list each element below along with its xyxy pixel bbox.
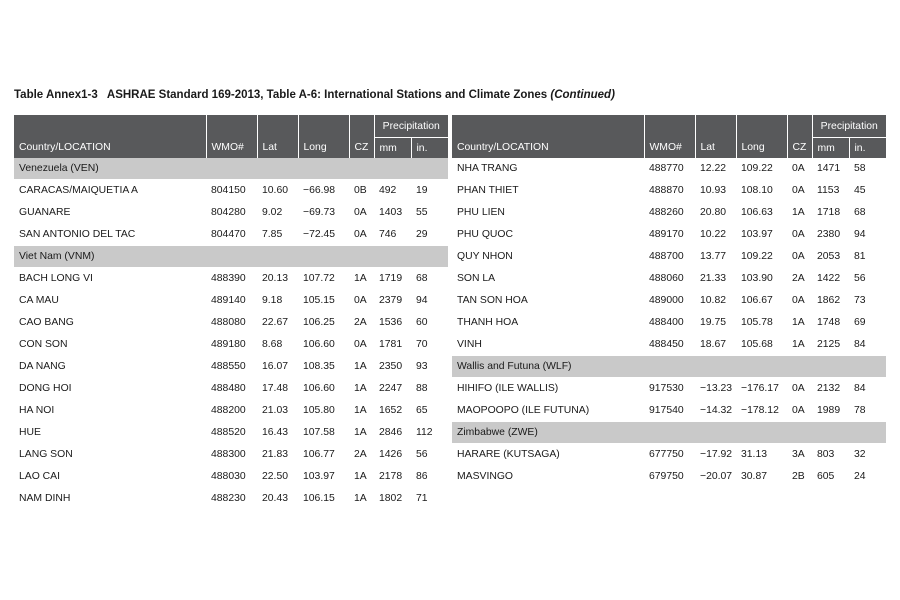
table-row (452, 246, 886, 268)
precip-mm: 1718 (812, 202, 849, 224)
wmo-number: 488230 (206, 488, 257, 510)
wmo-number: 917540 (644, 400, 695, 422)
precip-mm: 2380 (812, 224, 849, 246)
table-row (452, 378, 886, 400)
longitude: −72.45 (298, 224, 349, 246)
latitude: 9.18 (257, 290, 298, 312)
longitude: 109.22 (736, 158, 787, 180)
wmo-number: 488700 (644, 246, 695, 268)
wmo-number: 677750 (644, 444, 695, 466)
climate-zone: 2A (787, 268, 812, 290)
climate-zone: 1A (349, 378, 374, 400)
precip-mm: 2379 (374, 290, 411, 312)
precip-in: 70 (411, 334, 448, 356)
table-row (14, 378, 448, 400)
table-row (452, 180, 886, 202)
longitude: 105.78 (736, 312, 787, 334)
table-row (14, 290, 448, 312)
header-precipitation: Precipitation (374, 115, 448, 138)
latitude: 21.83 (257, 444, 298, 466)
longitude: 107.72 (298, 268, 349, 290)
header-blank (787, 115, 812, 138)
header-blank (695, 115, 736, 138)
station-name: HARARE (KUTSAGA) (452, 444, 644, 466)
precip-mm: 2125 (812, 334, 849, 356)
wmo-number: 488770 (644, 158, 695, 180)
precip-in: 86 (411, 466, 448, 488)
table-row (452, 290, 886, 312)
precip-in: 112 (411, 422, 448, 444)
latitude: 9.02 (257, 202, 298, 224)
precip-in: 55 (411, 202, 448, 224)
precip-in: 68 (849, 202, 886, 224)
header-wmo: WMO# (644, 138, 695, 159)
table-row (14, 224, 448, 246)
station-name: SAN ANTONIO DEL TAC (14, 224, 206, 246)
precip-mm: 2350 (374, 356, 411, 378)
latitude: 22.67 (257, 312, 298, 334)
country-group-row (452, 422, 886, 444)
header-lat: Lat (257, 138, 298, 159)
wmo-number: 489180 (206, 334, 257, 356)
table-row (452, 312, 886, 334)
table-row (452, 400, 886, 422)
precip-mm: 746 (374, 224, 411, 246)
table-row (14, 400, 448, 422)
climate-zone: 1A (349, 268, 374, 290)
climate-zone: 0B (349, 180, 374, 202)
header-long: Long (736, 138, 787, 159)
header-precipitation: Precipitation (812, 115, 886, 138)
latitude: 18.67 (695, 334, 736, 356)
latitude: 7.85 (257, 224, 298, 246)
precip-in: 24 (849, 466, 886, 488)
longitude: 105.15 (298, 290, 349, 312)
precip-in: 45 (849, 180, 886, 202)
longitude: 109.22 (736, 246, 787, 268)
country-group-label: Viet Nam (VNM) (14, 246, 448, 268)
wmo-number: 489140 (206, 290, 257, 312)
latitude: 8.68 (257, 334, 298, 356)
longitude: 103.97 (298, 466, 349, 488)
precip-in: 65 (411, 400, 448, 422)
precip-mm: 1748 (812, 312, 849, 334)
longitude: −66.98 (298, 180, 349, 202)
header-country: Country/LOCATION (452, 138, 644, 159)
header-blank (452, 115, 644, 138)
latitude: 19.75 (695, 312, 736, 334)
header-blank (736, 115, 787, 138)
station-name: HIHIFO (ILE WALLIS) (452, 378, 644, 400)
longitude: 31.13 (736, 444, 787, 466)
station-name: DONG HOI (14, 378, 206, 400)
station-name: VINH (452, 334, 644, 356)
station-name: DA NANG (14, 356, 206, 378)
climate-zone: 0A (787, 158, 812, 180)
precip-mm: 2132 (812, 378, 849, 400)
precip-mm: 1802 (374, 488, 411, 510)
table-row (14, 268, 448, 290)
latitude: 10.60 (257, 180, 298, 202)
latitude: 10.93 (695, 180, 736, 202)
header-in: in. (849, 138, 886, 159)
climate-zone: 1A (349, 356, 374, 378)
longitude: 106.67 (736, 290, 787, 312)
latitude: −14.32 (695, 400, 736, 422)
station-name: PHAN THIET (452, 180, 644, 202)
station-name: NAM DINH (14, 488, 206, 510)
latitude: 10.82 (695, 290, 736, 312)
climate-zone: 0A (787, 290, 812, 312)
table-row (14, 202, 448, 224)
latitude: 16.07 (257, 356, 298, 378)
latitude: 16.43 (257, 422, 298, 444)
precip-in: 60 (411, 312, 448, 334)
precip-mm: 605 (812, 466, 849, 488)
precip-in: 94 (411, 290, 448, 312)
climate-zone: 0A (349, 224, 374, 246)
table-row (452, 444, 886, 466)
climate-zone: 1A (349, 422, 374, 444)
table-row (452, 158, 886, 180)
station-name: SON LA (452, 268, 644, 290)
station-name: QUY NHON (452, 246, 644, 268)
longitude: 30.87 (736, 466, 787, 488)
wmo-number: 488030 (206, 466, 257, 488)
header-blank (349, 115, 374, 138)
latitude: 20.43 (257, 488, 298, 510)
climate-zone: 1A (787, 202, 812, 224)
header-country: Country/LOCATION (14, 138, 206, 159)
climate-zone: 1A (787, 312, 812, 334)
station-name: LAO CAI (14, 466, 206, 488)
precip-in: 84 (849, 378, 886, 400)
station-name: GUANARE (14, 202, 206, 224)
longitude: 106.60 (298, 378, 349, 400)
precip-mm: 1153 (812, 180, 849, 202)
climate-zone: 0A (349, 334, 374, 356)
precip-in: 58 (849, 158, 886, 180)
precip-in: 71 (411, 488, 448, 510)
latitude: 20.13 (257, 268, 298, 290)
climate-zone: 0A (787, 224, 812, 246)
longitude: 103.97 (736, 224, 787, 246)
station-name: TAN SON HOA (452, 290, 644, 312)
wmo-number: 489000 (644, 290, 695, 312)
climate-zone: 0A (787, 400, 812, 422)
precip-mm: 492 (374, 180, 411, 202)
latitude: 10.22 (695, 224, 736, 246)
climate-zone: 1A (349, 466, 374, 488)
longitude: 105.80 (298, 400, 349, 422)
latitude: 12.22 (695, 158, 736, 180)
wmo-number: 488870 (644, 180, 695, 202)
climate-zone: 0A (787, 246, 812, 268)
wmo-number: 804150 (206, 180, 257, 202)
wmo-number: 488550 (206, 356, 257, 378)
precip-mm: 1719 (374, 268, 411, 290)
station-name: PHU LIEN (452, 202, 644, 224)
longitude: 106.25 (298, 312, 349, 334)
station-name: MAOPOOPO (ILE FUTUNA) (452, 400, 644, 422)
wmo-number: 917530 (644, 378, 695, 400)
station-name: LANG SON (14, 444, 206, 466)
precip-in: 19 (411, 180, 448, 202)
longitude: 106.77 (298, 444, 349, 466)
table-row (14, 312, 448, 334)
table-row (14, 334, 448, 356)
table-row (14, 422, 448, 444)
climate-zone: 2A (349, 312, 374, 334)
precip-mm: 1471 (812, 158, 849, 180)
wmo-number: 488480 (206, 378, 257, 400)
wmo-number: 679750 (644, 466, 695, 488)
longitude: 107.58 (298, 422, 349, 444)
longitude: 105.68 (736, 334, 787, 356)
header-blank (257, 115, 298, 138)
climate-zone: 3A (787, 444, 812, 466)
precip-mm: 1862 (812, 290, 849, 312)
station-name: HA NOI (14, 400, 206, 422)
table-row (14, 180, 448, 202)
latitude: 21.03 (257, 400, 298, 422)
climate-zone: 2A (349, 444, 374, 466)
header-wmo: WMO# (206, 138, 257, 159)
wmo-number: 488260 (644, 202, 695, 224)
precip-in: 93 (411, 356, 448, 378)
wmo-number: 488300 (206, 444, 257, 466)
wmo-number: 488520 (206, 422, 257, 444)
table-title: ASHRAE Standard 169-2013, Table A-6: International Stations and Climate Zones (106, 89, 548, 101)
precip-in: 29 (411, 224, 448, 246)
precip-in: 68 (411, 268, 448, 290)
latitude: 20.80 (695, 202, 736, 224)
precip-in: 84 (849, 334, 886, 356)
station-name: NHA TRANG (452, 158, 644, 180)
station-name: BACH LONG VI (14, 268, 206, 290)
climate-zone: 1A (349, 400, 374, 422)
station-name: CA MAU (14, 290, 206, 312)
precip-in: 81 (849, 246, 886, 268)
precip-mm: 2247 (374, 378, 411, 400)
climate-zone: 1A (787, 334, 812, 356)
table-row (14, 356, 448, 378)
precip-in: 56 (849, 268, 886, 290)
precip-mm: 1426 (374, 444, 411, 466)
latitude: −17.92 (695, 444, 736, 466)
wmo-number: 488400 (644, 312, 695, 334)
latitude: −13.23 (695, 378, 736, 400)
header-mm: mm (812, 138, 849, 159)
longitude: 103.90 (736, 268, 787, 290)
precip-mm: 2178 (374, 466, 411, 488)
precip-mm: 1652 (374, 400, 411, 422)
station-name: PHU QUOC (452, 224, 644, 246)
precip-mm: 1989 (812, 400, 849, 422)
country-group-row (452, 356, 886, 378)
header-blank (14, 115, 206, 138)
precip-in: 88 (411, 378, 448, 400)
table-row (14, 488, 448, 510)
station-name: CAO BANG (14, 312, 206, 334)
country-group-label: Venezuela (VEN) (14, 158, 448, 180)
latitude: −20.07 (695, 466, 736, 488)
precip-mm: 803 (812, 444, 849, 466)
table-body-right (452, 158, 886, 488)
table-row (14, 466, 448, 488)
stations-table-left (14, 115, 448, 510)
country-group-label: Zimbabwe (ZWE) (452, 422, 886, 444)
table-row (452, 466, 886, 488)
header-blank (298, 115, 349, 138)
station-name: THANH HOA (452, 312, 644, 334)
header-long: Long (298, 138, 349, 159)
header-in: in. (411, 138, 448, 159)
header-blank (644, 115, 695, 138)
header-blank (206, 115, 257, 138)
station-name: MASVINGO (452, 466, 644, 488)
wmo-number: 804280 (206, 202, 257, 224)
table-row (452, 268, 886, 290)
country-group-label: Wallis and Futuna (WLF) (452, 356, 886, 378)
wmo-number: 488200 (206, 400, 257, 422)
longitude: 106.60 (298, 334, 349, 356)
precip-in: 73 (849, 290, 886, 312)
precip-mm: 2053 (812, 246, 849, 268)
table-label: Table Annex1-3 (14, 89, 98, 101)
climate-zone: 0A (787, 378, 812, 400)
station-name: HUE (14, 422, 206, 444)
precip-mm: 1536 (374, 312, 411, 334)
table-row (452, 334, 886, 356)
country-group-row (14, 246, 448, 268)
precip-in: 56 (411, 444, 448, 466)
table-row (452, 224, 886, 246)
stations-table-right (452, 115, 886, 488)
climate-zone: 2B (787, 466, 812, 488)
longitude: 106.63 (736, 202, 787, 224)
climate-zone: 0A (349, 202, 374, 224)
wmo-number: 488390 (206, 268, 257, 290)
table-continued: (Continued) (550, 89, 615, 101)
latitude: 13.77 (695, 246, 736, 268)
wmo-number: 488450 (644, 334, 695, 356)
climate-zone: 1A (349, 488, 374, 510)
wmo-number: 488080 (206, 312, 257, 334)
latitude: 17.48 (257, 378, 298, 400)
header-lat: Lat (695, 138, 736, 159)
table-caption (14, 89, 615, 101)
precip-in: 94 (849, 224, 886, 246)
latitude: 22.50 (257, 466, 298, 488)
wmo-number: 489170 (644, 224, 695, 246)
wmo-number: 804470 (206, 224, 257, 246)
precip-mm: 1781 (374, 334, 411, 356)
country-group-row (14, 158, 448, 180)
precip-in: 32 (849, 444, 886, 466)
header-cz: CZ (349, 138, 374, 159)
longitude: −176.17 (736, 378, 787, 400)
table-row (14, 444, 448, 466)
precip-mm: 1403 (374, 202, 411, 224)
longitude: 108.10 (736, 180, 787, 202)
precip-in: 69 (849, 312, 886, 334)
longitude: 106.15 (298, 488, 349, 510)
table-row (452, 202, 886, 224)
wmo-number: 488060 (644, 268, 695, 290)
precip-mm: 1422 (812, 268, 849, 290)
station-name: CARACAS/MAIQUETIA A (14, 180, 206, 202)
precip-mm: 2846 (374, 422, 411, 444)
header-cz: CZ (787, 138, 812, 159)
station-name: CON SON (14, 334, 206, 356)
latitude: 21.33 (695, 268, 736, 290)
longitude: −178.12 (736, 400, 787, 422)
header-mm: mm (374, 138, 411, 159)
climate-zone: 0A (349, 290, 374, 312)
precip-in: 78 (849, 400, 886, 422)
longitude: −69.73 (298, 202, 349, 224)
climate-zone: 0A (787, 180, 812, 202)
longitude: 108.35 (298, 356, 349, 378)
table-body-left (14, 158, 448, 510)
